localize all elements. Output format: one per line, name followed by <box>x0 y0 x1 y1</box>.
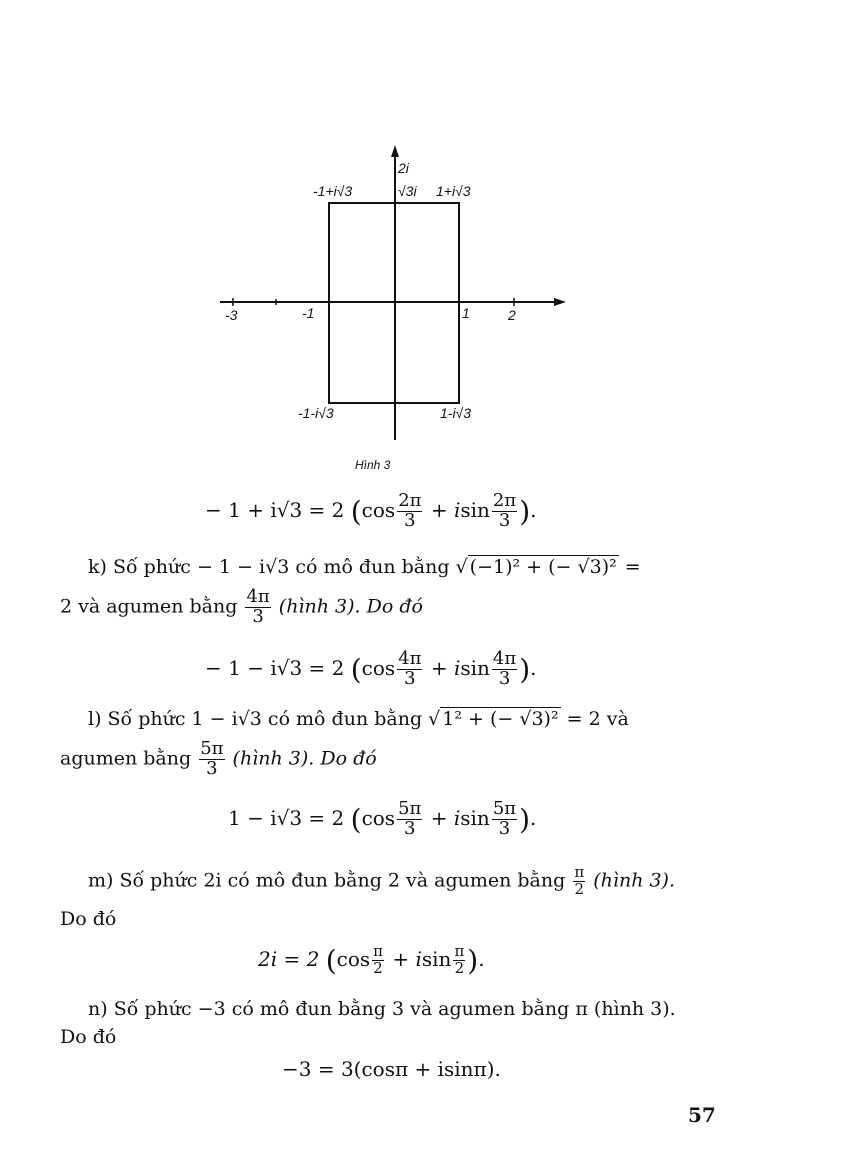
paragraph-m-line1: m) Số phức 2i có mô đun bằng 2 và agumen bằng $\frac{\pi}{2}$ (hình 3). <box>88 863 676 898</box>
label-top-mid: √3i <box>398 183 417 199</box>
real-axis-arrow-icon <box>554 298 566 306</box>
paragraph-m-line2: Do đó <box>60 908 117 930</box>
equation-5: −3 = 3(cosπ + isinπ). <box>282 1057 501 1081</box>
label-top-right: 1+i√3 <box>436 183 471 199</box>
label-two: 2 <box>508 307 516 323</box>
label-bottom-right: 1-i√3 <box>440 405 472 421</box>
paragraph-n-line2: Do đó <box>60 1026 117 1048</box>
equation-4: 2i = 2 (cos $\frac{\pi}{2}$ + isin $\frac{\pi}{2}$ ). <box>258 942 485 977</box>
paragraph-n-line1: n) Số phức −3 có mô đun bằng 3 và agumen bằng π (hình 3). <box>88 998 676 1020</box>
label-bottom-left: -1-i√3 <box>298 405 334 421</box>
figure-caption: Hình 3 <box>355 458 391 472</box>
label-2i: 2i <box>398 160 409 176</box>
label-one: 1 <box>462 305 470 321</box>
label-minus3: -3 <box>225 307 238 323</box>
equation-1: − 1 + i√3 = 2 (cos $\frac{2\pi}{3}$ + isin $\frac{2\pi}{3}$ ). <box>205 490 537 531</box>
paragraph-l-line1: l) Số phức 1 − i√3 có mô đun bằng √ 1² + (− √3)² = 2 và <box>88 708 629 730</box>
equation-3: 1 − i√3 = 2 (cos $\frac{5\pi}{3}$ + isin $\frac{5\pi}{3}$ ). <box>228 798 537 839</box>
paragraph-l-line2: agumen bằng $\frac{5\pi}{3}$ (hình 3). Do đó <box>60 738 377 779</box>
imaginary-axis-arrow-icon <box>391 145 399 157</box>
label-minus1: -1 <box>302 305 315 321</box>
label-top-left: -1+i√3 <box>313 183 353 199</box>
page-number: 57 <box>688 1103 716 1127</box>
paragraph-k-line1: k) Số phức − 1 − i√3 có mô đun bằng √ (−1)² + (− √3)² = <box>88 556 641 578</box>
complex-plane-figure <box>0 0 865 470</box>
paragraph-k-line2: 2 và agumen bằng $\frac{4\pi}{3}$ (hình 3). Do đó <box>60 586 423 627</box>
equation-2: − 1 − i√3 = 2 (cos $\frac{4\pi}{3}$ + isin $\frac{4\pi}{3}$ ). <box>205 648 537 689</box>
